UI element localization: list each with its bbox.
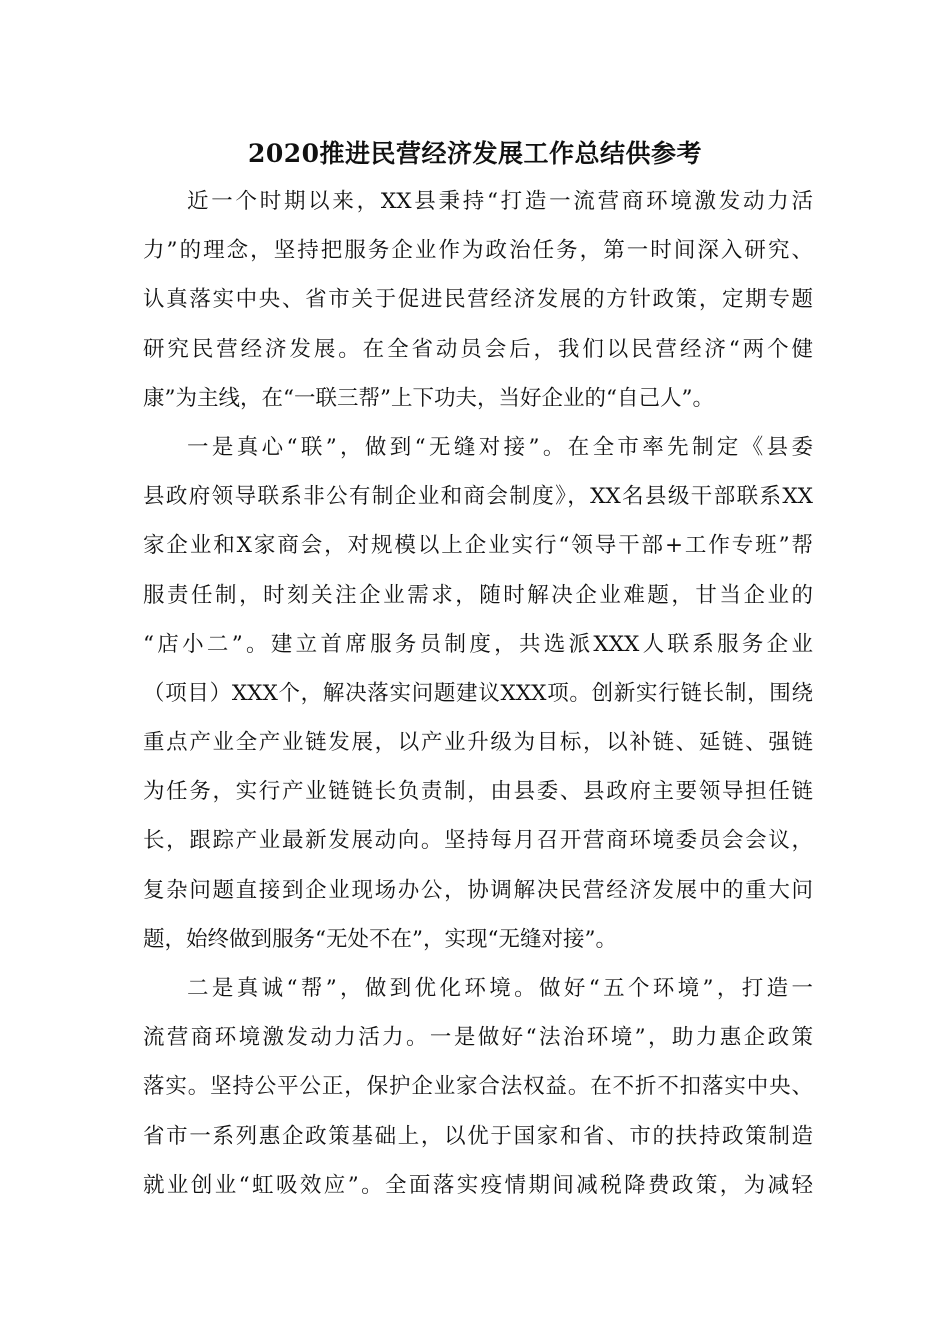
- paragraph-2-line-11: 题，始终做到服务“无处不在”，实现“无缝对接”。: [143, 926, 617, 952]
- paragraph-2-line-6: （项目）XXX个，解决落实问题建议XXX项。创新实行链长制，围绕: [143, 680, 813, 706]
- paragraph-1-line-3: 认真落实中央、省市关于促进民营经济发展的方针政策，定期专题: [143, 287, 813, 313]
- paragraph-1-line-2: 力”的理念，坚持把服务企业作为政治任务，第一时间深入研究、: [143, 238, 813, 264]
- paragraph-2-line-8: 为任务，实行产业链链长负责制，由县委、县政府主要领导担任链: [143, 779, 813, 805]
- paragraph-2-line-1: 一是真心“联”，做到“无缝对接”。在全市率先制定《县委: [187, 434, 813, 460]
- paragraph-1-line-4: 研究民营经济发展。在全省动员会后，我们以民营经济“两个健: [143, 336, 813, 362]
- paragraph-3-line-5: 就业创业“虹吸效应”。全面落实疫情期间减税降费政策，为减轻: [143, 1172, 813, 1198]
- paragraph-2-line-2: 县政府领导联系非公有制企业和商会制度》，XX名县级干部联系XX: [143, 484, 813, 510]
- paragraph-3-line-3: 落实。坚持公平公正，保护企业家合法权益。在不折不扣落实中央、: [143, 1074, 813, 1100]
- paragraph-1-line-5: 康”为主线，在“一联三帮”上下功夫，当好企业的“自己人”。: [143, 385, 714, 411]
- paragraph-1-line-1: 近一个时期以来，XX县秉持“打造一流营商环境激发动力活: [187, 189, 813, 214]
- paragraph-2-line-9: 长，跟踪产业最新发展动向。坚持每月召开营商环境委员会会议，: [143, 828, 813, 854]
- document-title: 2020推进民营经济发展工作总结供参考: [247, 139, 703, 168]
- paragraph-3-line-2: 流营商环境激发动力活力。一是做好“法治环境”，助力惠企政策: [143, 1025, 813, 1051]
- document-body: [143, 177, 813, 1210]
- paragraph-3-line-4: 省市一系列惠企政策基础上，以优于国家和省、市的扶持政策制造: [143, 1123, 813, 1149]
- paragraph-2-line-10: 复杂问题直接到企业现场办公，协调解决民营经济发展中的重大问: [143, 877, 813, 903]
- paragraph-2-line-7: 重点产业全产业链发展，以产业升级为目标，以补链、延链、强链: [143, 730, 813, 756]
- paragraph-2-line-3: 家企业和X家商会，对规模以上企业实行“领导干部+工作专班”帮: [143, 533, 813, 559]
- paragraph-3-line-1: 二是真诚“帮”，做到优化环境。做好“五个环境”，打造一: [187, 976, 813, 1001]
- paragraph-2-line-4: 服责任制，时刻关注企业需求，随时解决企业难题，甘当企业的: [143, 582, 813, 608]
- paragraph-2-line-5: “店小二”。建立首席服务员制度，共选派XXX人联系服务企业: [143, 631, 813, 657]
